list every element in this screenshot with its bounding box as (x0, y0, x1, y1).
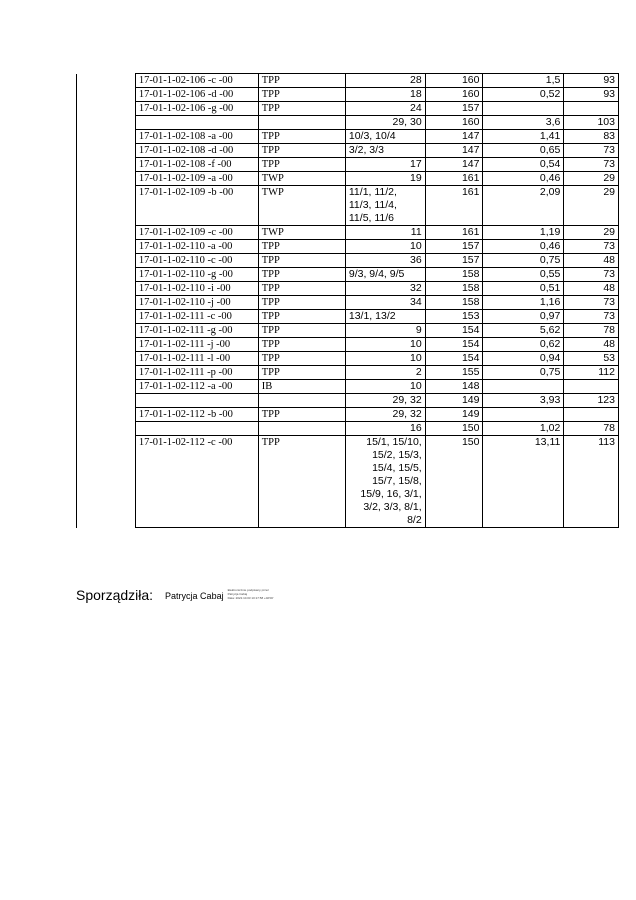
margin-cell (77, 88, 136, 102)
value-cell: 53 (564, 352, 619, 366)
table-row (77, 436, 619, 528)
area-cell: 0,97 (483, 310, 564, 324)
value-cell: 73 (564, 310, 619, 324)
type-cell: TPP (258, 158, 345, 172)
parcels-cell (345, 130, 425, 144)
parcels-cell (345, 436, 425, 528)
parcel-text: 2 (415, 366, 422, 378)
parcels-cell (345, 186, 425, 226)
margin-cell (77, 352, 136, 366)
number-cell: 157 (425, 240, 483, 254)
parcel-text: 16 (410, 422, 422, 434)
signature-line: Elektronicznie podpisany przez (227, 588, 269, 592)
table-row (77, 158, 619, 172)
parcels-cell (345, 282, 425, 296)
value-cell: 83 (564, 130, 619, 144)
parcels-cell (345, 268, 425, 282)
value-cell: 103 (564, 116, 619, 130)
value-cell: 48 (564, 282, 619, 296)
margin-cell (77, 102, 136, 116)
number-cell: 150 (425, 436, 483, 528)
parcels-cell (345, 144, 425, 158)
parcel-text: 9 (415, 324, 422, 336)
id-cell: 17-01-1-02-112 -a -00 (135, 380, 258, 394)
number-cell: 158 (425, 296, 483, 310)
type-cell (258, 422, 345, 436)
value-cell: 113 (564, 436, 619, 528)
parcels-cell (345, 380, 425, 394)
table-row (77, 172, 619, 186)
parcel-text: 24 (410, 102, 422, 114)
margin-cell (77, 144, 136, 158)
id-cell: 17-01-1-02-106 -c -00 (135, 74, 258, 88)
value-cell (564, 380, 619, 394)
number-cell: 161 (425, 186, 483, 226)
id-cell: 17-01-1-02-109 -a -00 (135, 172, 258, 186)
parcels-cell (345, 74, 425, 88)
id-cell: 17-01-1-02-110 -g -00 (135, 268, 258, 282)
parcel-text: 29, 32 (392, 394, 422, 406)
type-cell: TPP (258, 324, 345, 338)
area-cell: 0,75 (483, 366, 564, 380)
parcel-text: 8/2 (407, 514, 422, 526)
parcels-cell (345, 338, 425, 352)
value-cell: 78 (564, 324, 619, 338)
parcel-text: 11/5, 11/6 (348, 212, 395, 224)
type-cell: TPP (258, 268, 345, 282)
table-row (77, 130, 619, 144)
margin-cell (77, 74, 136, 88)
value-cell: 73 (564, 144, 619, 158)
area-cell: 3,6 (483, 116, 564, 130)
id-cell: 17-01-1-02-112 -b -00 (135, 408, 258, 422)
table-row (77, 254, 619, 268)
value-cell: 48 (564, 254, 619, 268)
table-row (77, 88, 619, 102)
parcel-text: 11/3, 11/4, (348, 199, 397, 211)
parcels-cell (345, 422, 425, 436)
number-cell: 161 (425, 226, 483, 240)
author-name: Patrycja Cabaj (165, 591, 224, 601)
area-cell (483, 380, 564, 394)
number-cell: 147 (425, 144, 483, 158)
parcel-text: 15/2, 15/3, (372, 449, 422, 461)
margin-cell (77, 296, 136, 310)
type-cell: TPP (258, 74, 345, 88)
margin-cell (77, 324, 136, 338)
table-row (77, 102, 619, 116)
area-cell: 1,19 (483, 226, 564, 240)
parcel-text: 15/1, 15/10, (366, 436, 422, 448)
margin-cell (77, 172, 136, 186)
number-cell: 160 (425, 116, 483, 130)
margin-cell (77, 116, 136, 130)
id-cell: 17-01-1-02-111 -g -00 (135, 324, 258, 338)
id-cell: 17-01-1-02-106 -g -00 (135, 102, 258, 116)
parcels-cell (345, 226, 425, 240)
id-cell: 17-01-1-02-109 -c -00 (135, 226, 258, 240)
parcel-text: 15/9, 16, 3/1, (360, 488, 422, 500)
type-cell: IB (258, 380, 345, 394)
area-cell (483, 102, 564, 116)
parcel-text: 28 (410, 74, 422, 86)
table-row (77, 338, 619, 352)
id-cell: 17-01-1-02-108 -a -00 (135, 130, 258, 144)
number-cell: 148 (425, 380, 483, 394)
number-cell: 147 (425, 158, 483, 172)
value-cell: 73 (564, 240, 619, 254)
type-cell: TPP (258, 240, 345, 254)
value-cell: 112 (564, 366, 619, 380)
table-row (77, 240, 619, 254)
parcel-text: 32 (410, 282, 422, 294)
margin-cell (77, 310, 136, 324)
margin-cell (77, 394, 136, 408)
type-cell: TPP (258, 130, 345, 144)
parcels-cell (345, 394, 425, 408)
type-cell: TPP (258, 254, 345, 268)
type-cell: TWP (258, 186, 345, 226)
parcel-text: 3/2, 3/3, 8/1, (363, 501, 422, 513)
table-row (77, 282, 619, 296)
table-row (77, 116, 619, 130)
table-row (77, 186, 619, 226)
number-cell: 158 (425, 268, 483, 282)
parcel-text: 13/1, 13/2 (348, 310, 396, 322)
margin-cell (77, 366, 136, 380)
parcels-cell (345, 366, 425, 380)
area-cell: 0,51 (483, 282, 564, 296)
parcel-text: 17 (410, 158, 422, 170)
parcel-text: 29, 30 (392, 116, 422, 128)
number-cell: 160 (425, 88, 483, 102)
parcel-text: 11 (410, 226, 422, 238)
parcel-text: 11/1, 11/2, (348, 186, 397, 198)
table-row (77, 408, 619, 422)
margin-cell (77, 380, 136, 394)
area-cell: 1,16 (483, 296, 564, 310)
parcel-text: 36 (410, 254, 422, 266)
parcels-cell (345, 296, 425, 310)
value-cell: 93 (564, 88, 619, 102)
table-row (77, 268, 619, 282)
type-cell: TPP (258, 282, 345, 296)
id-cell: 17-01-1-02-110 -c -00 (135, 254, 258, 268)
type-cell: TPP (258, 436, 345, 528)
area-cell: 3,93 (483, 394, 564, 408)
type-cell: TPP (258, 366, 345, 380)
type-cell: TPP (258, 88, 345, 102)
id-cell: 17-01-1-02-111 -p -00 (135, 366, 258, 380)
parcels-cell (345, 102, 425, 116)
table-row (77, 296, 619, 310)
parcels-cell (345, 158, 425, 172)
area-cell: 0,46 (483, 240, 564, 254)
type-cell: TPP (258, 352, 345, 366)
number-cell: 147 (425, 130, 483, 144)
table-row (77, 352, 619, 366)
parcel-text: 10/3, 10/4 (348, 130, 396, 142)
parcel-text: 15/7, 15/8, (372, 475, 422, 487)
parcel-text: 10 (410, 240, 422, 252)
type-cell: TPP (258, 144, 345, 158)
table-row (77, 422, 619, 436)
number-cell: 157 (425, 254, 483, 268)
prepared-by-label: Sporządziła: (76, 587, 154, 603)
value-cell: 29 (564, 226, 619, 240)
inventory-table (76, 73, 619, 528)
number-cell: 154 (425, 324, 483, 338)
area-cell (483, 408, 564, 422)
type-cell: TPP (258, 408, 345, 422)
table-row (77, 310, 619, 324)
number-cell: 161 (425, 172, 483, 186)
type-cell: TWP (258, 172, 345, 186)
area-cell: 0,46 (483, 172, 564, 186)
id-cell (135, 422, 258, 436)
value-cell: 48 (564, 338, 619, 352)
number-cell: 157 (425, 102, 483, 116)
footer (76, 587, 274, 603)
table-body (77, 74, 619, 528)
parcel-text: 29, 32 (392, 408, 422, 420)
area-cell: 0,65 (483, 144, 564, 158)
id-cell: 17-01-1-02-110 -i -00 (135, 282, 258, 296)
area-cell: 1,5 (483, 74, 564, 88)
value-cell: 73 (564, 268, 619, 282)
number-cell: 154 (425, 338, 483, 352)
parcel-text: 15/4, 15/5, (372, 462, 422, 474)
parcels-cell (345, 254, 425, 268)
parcel-text: 18 (410, 88, 422, 100)
margin-cell (77, 338, 136, 352)
area-cell: 1,02 (483, 422, 564, 436)
id-cell: 17-01-1-02-112 -c -00 (135, 436, 258, 528)
id-cell: 17-01-1-02-111 -l -00 (135, 352, 258, 366)
area-cell: 0,62 (483, 338, 564, 352)
margin-cell (77, 186, 136, 226)
margin-cell (77, 268, 136, 282)
parcel-text: 10 (410, 380, 422, 392)
margin-cell (77, 240, 136, 254)
number-cell: 149 (425, 394, 483, 408)
signature-line: Patrycja Cabaj (227, 592, 248, 596)
value-cell: 123 (564, 394, 619, 408)
type-cell: TPP (258, 310, 345, 324)
id-cell: 17-01-1-02-109 -b -00 (135, 186, 258, 226)
area-cell: 0,54 (483, 158, 564, 172)
type-cell (258, 116, 345, 130)
parcel-text: 10 (410, 352, 422, 364)
id-cell (135, 394, 258, 408)
margin-cell (77, 436, 136, 528)
parcels-cell (345, 408, 425, 422)
table-row (77, 394, 619, 408)
area-cell: 0,55 (483, 268, 564, 282)
id-cell: 17-01-1-02-106 -d -00 (135, 88, 258, 102)
table-row (77, 380, 619, 394)
number-cell: 158 (425, 282, 483, 296)
type-cell: TPP (258, 338, 345, 352)
value-cell: 73 (564, 158, 619, 172)
area-cell: 0,75 (483, 254, 564, 268)
digital-signature (228, 588, 274, 600)
margin-cell (77, 282, 136, 296)
number-cell: 155 (425, 366, 483, 380)
table-row (77, 74, 619, 88)
area-cell: 5,62 (483, 324, 564, 338)
type-cell: TPP (258, 102, 345, 116)
id-cell: 17-01-1-02-110 -j -00 (135, 296, 258, 310)
value-cell: 29 (564, 172, 619, 186)
margin-cell (77, 158, 136, 172)
parcel-text: 34 (410, 296, 422, 308)
parcels-cell (345, 352, 425, 366)
parcel-text: 19 (410, 172, 422, 184)
parcels-cell (345, 116, 425, 130)
value-cell (564, 102, 619, 116)
value-cell (564, 408, 619, 422)
parcel-text: 9/3, 9/4, 9/5 (348, 268, 405, 280)
margin-cell (77, 422, 136, 436)
table-row (77, 226, 619, 240)
id-cell: 17-01-1-02-108 -f -00 (135, 158, 258, 172)
id-cell: 17-01-1-02-111 -c -00 (135, 310, 258, 324)
margin-cell (77, 408, 136, 422)
table-row (77, 366, 619, 380)
type-cell: TPP (258, 296, 345, 310)
area-cell: 2,09 (483, 186, 564, 226)
parcels-cell (345, 240, 425, 254)
type-cell (258, 394, 345, 408)
parcels-cell (345, 310, 425, 324)
number-cell: 150 (425, 422, 483, 436)
value-cell: 78 (564, 422, 619, 436)
parcels-cell (345, 324, 425, 338)
id-cell: 17-01-1-02-108 -d -00 (135, 144, 258, 158)
area-cell: 0,52 (483, 88, 564, 102)
value-cell: 93 (564, 74, 619, 88)
number-cell: 154 (425, 352, 483, 366)
margin-cell (77, 130, 136, 144)
margin-cell (77, 254, 136, 268)
id-cell: 17-01-1-02-110 -a -00 (135, 240, 258, 254)
value-cell: 29 (564, 186, 619, 226)
area-cell: 13,11 (483, 436, 564, 528)
number-cell: 160 (425, 74, 483, 88)
parcels-cell (345, 88, 425, 102)
table-row (77, 144, 619, 158)
number-cell: 153 (425, 310, 483, 324)
parcel-text: 3/2, 3/3 (348, 144, 384, 156)
id-cell (135, 116, 258, 130)
area-cell: 0,94 (483, 352, 564, 366)
id-cell: 17-01-1-02-111 -j -00 (135, 338, 258, 352)
table-row (77, 324, 619, 338)
signature-line: Data: 2022.10.03 10:17:58 +02'00' (227, 596, 274, 600)
parcel-text: 10 (410, 338, 422, 350)
parcels-cell (345, 172, 425, 186)
number-cell: 149 (425, 408, 483, 422)
margin-cell (77, 226, 136, 240)
value-cell: 73 (564, 296, 619, 310)
type-cell: TWP (258, 226, 345, 240)
area-cell: 1,41 (483, 130, 564, 144)
